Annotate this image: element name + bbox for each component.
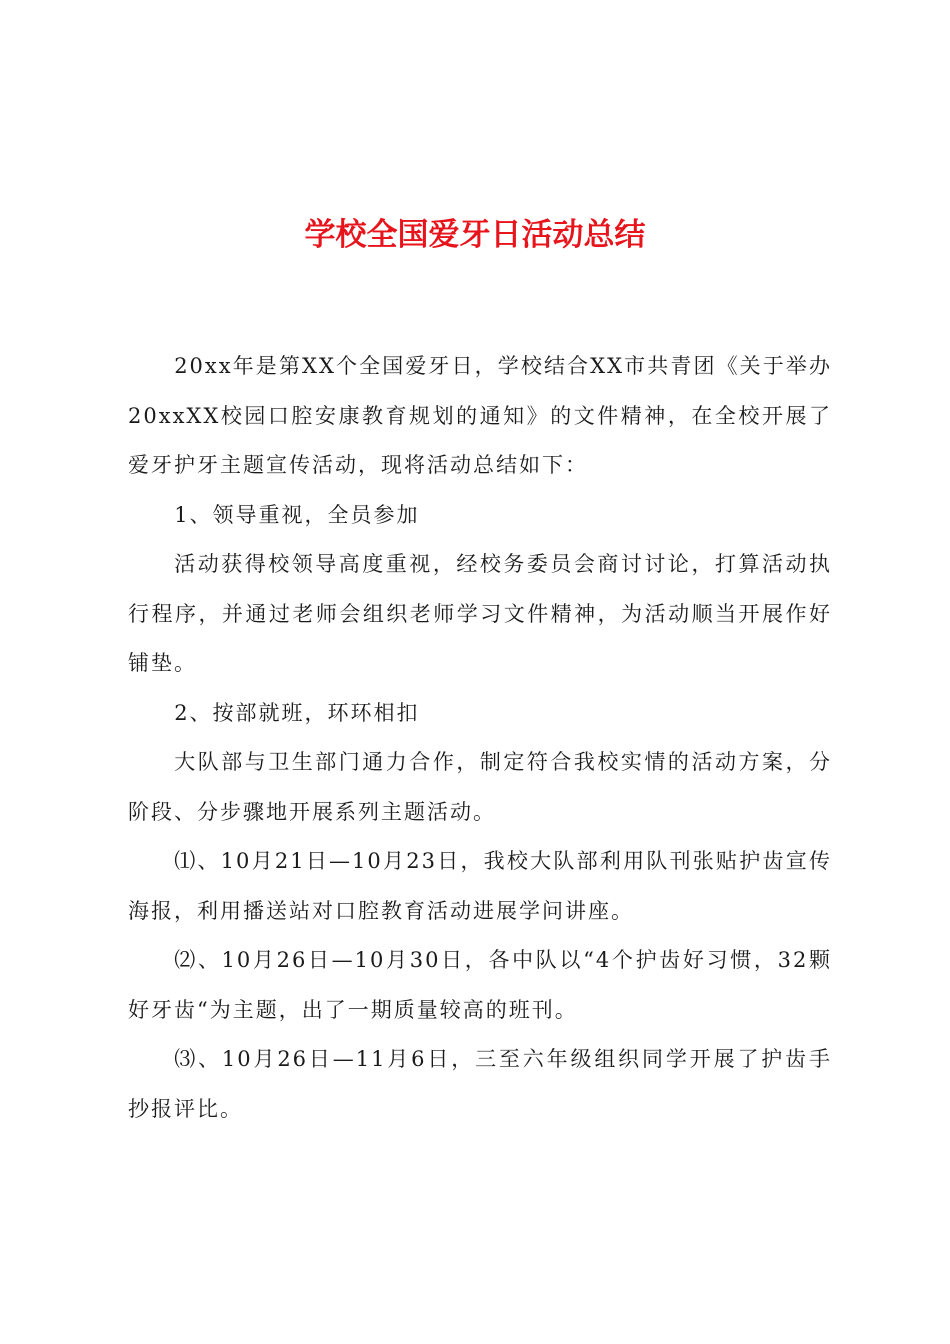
document-title: 学校全国爱牙日活动总结	[304, 217, 646, 253]
activity-item-3: ⑶、10月26日—11月6日，三至六年级组织同学开展了护齿手抄报评比。	[128, 1047, 832, 1121]
document-body	[128, 342, 832, 1134]
section-heading-1: 1、领导重视，全员参加	[174, 502, 420, 527]
section-2-paragraph: 大队部与卫生部门通力合作，制定符合我校实情的活动方案，分阶段、分步骤地开展系列主题活动。	[128, 750, 832, 824]
section-1-paragraph: 活动获得校领导高度重视，经校务委员会商讨讨论，打算活动执行程序，并通过老师会组织老师学习文件精神，为活动顺当开展作好铺垫。	[128, 552, 832, 675]
intro-paragraph: 20xx年是第XX个全国爱牙日，学校结合XX市共青团《关于举办20xxXX校园口腔安康教育规划的通知》的文件精神，在全校开展了爱牙护牙主题宣传活动，现将活动总结如下：	[128, 354, 832, 477]
activity-item-2: ⑵、10月26日—10月30日，各中队以“4个护齿好习惯，32颗好牙齿“为主题，出了一期质量较高的班刊。	[128, 948, 832, 1022]
activity-item-1: ⑴、10月21日—10月23日，我校大队部利用队刊张贴护齿宣传海报，利用播送站对口腔教育活动进展学问讲座。	[128, 849, 832, 923]
section-heading-2: 2、按部就班，环环相扣	[174, 700, 420, 725]
